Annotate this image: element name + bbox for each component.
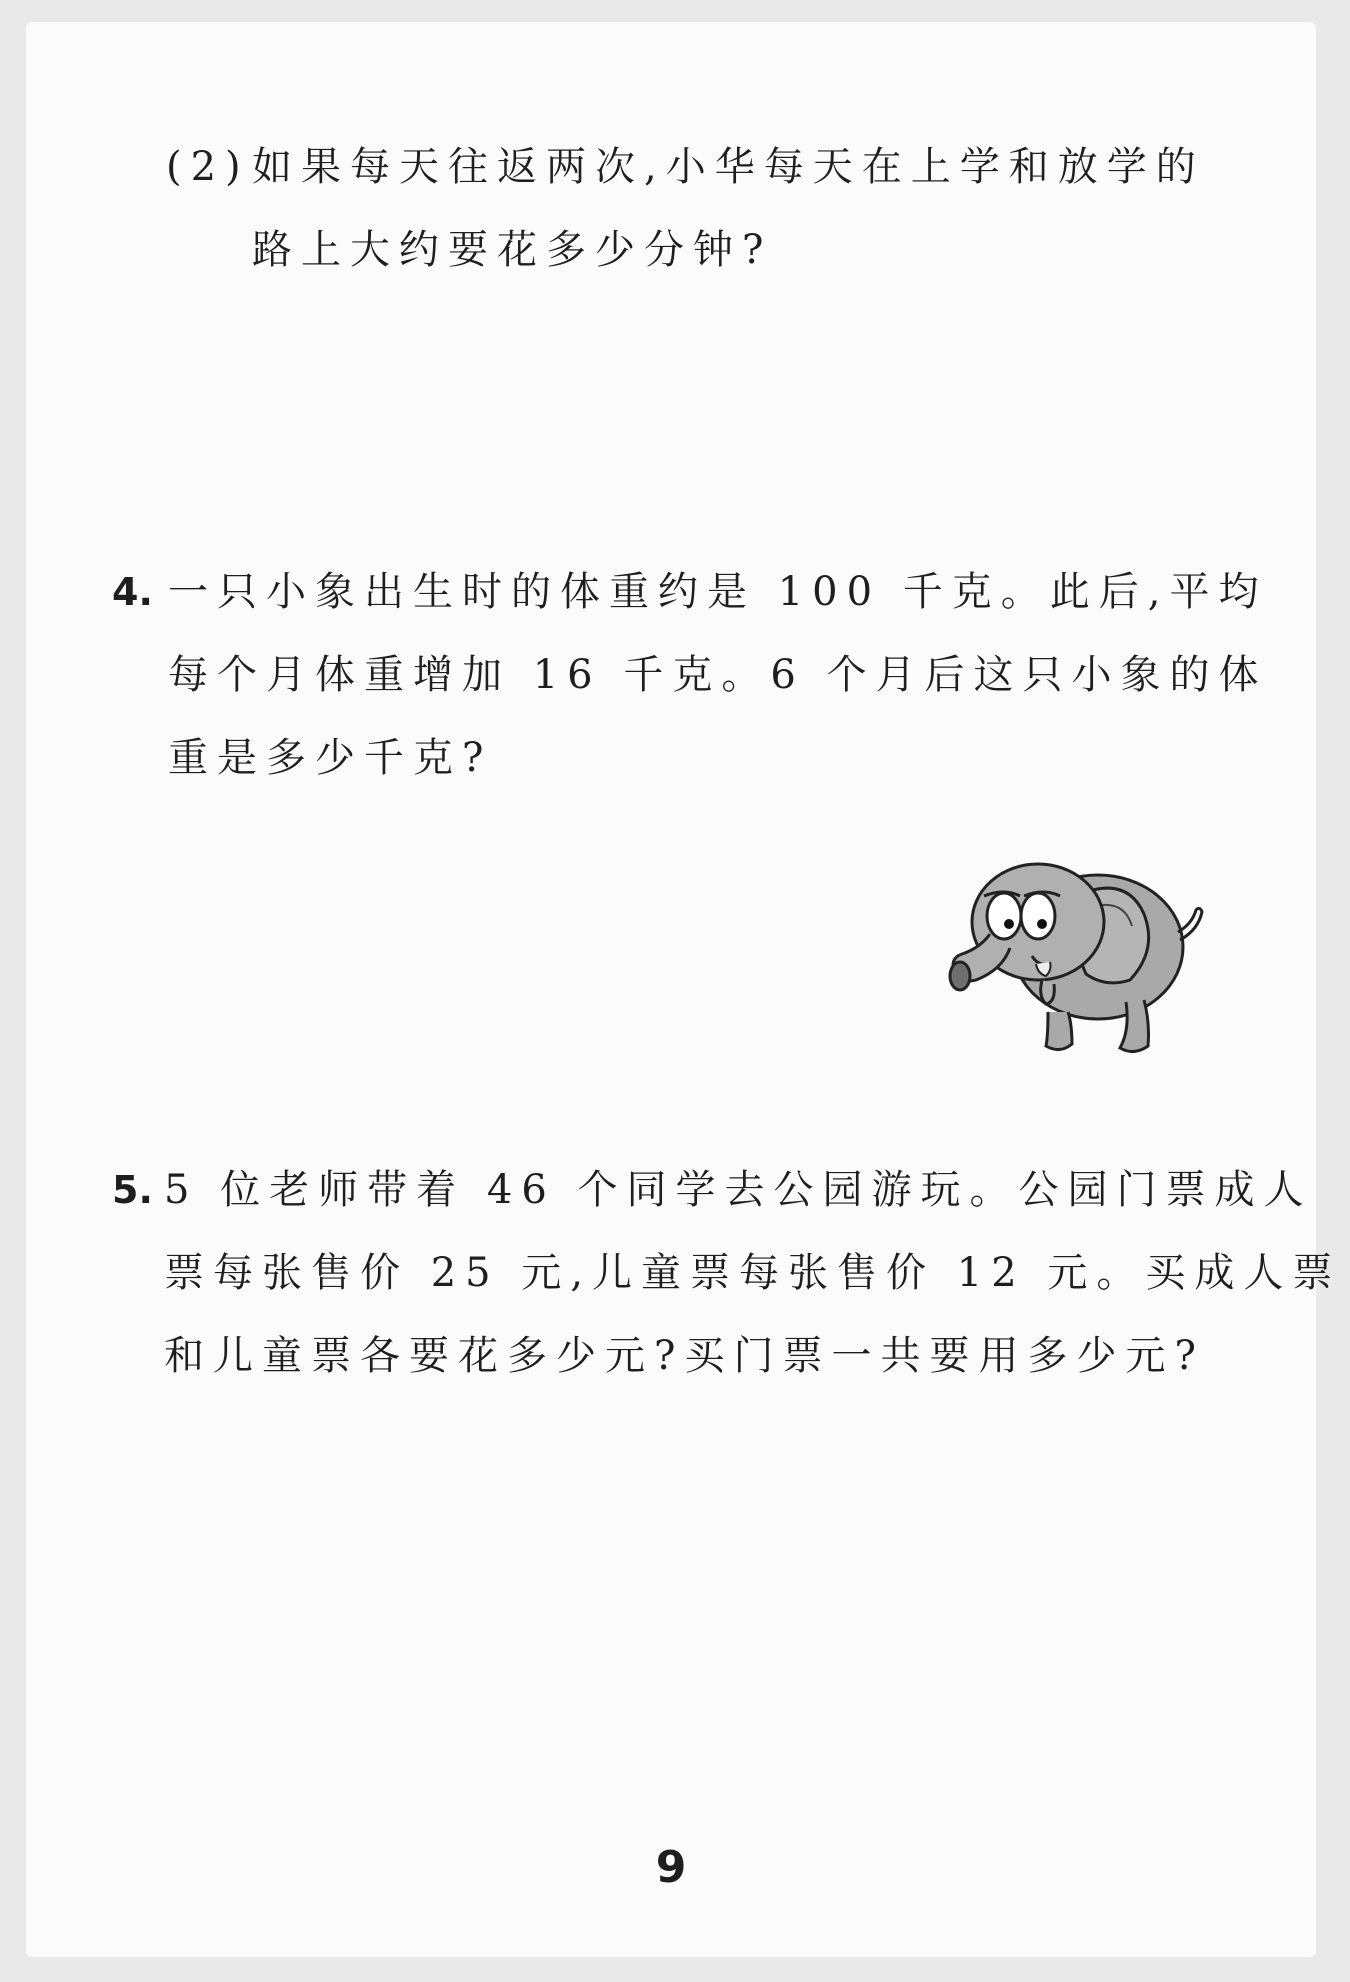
q3-part2-label: (2)	[166, 144, 250, 190]
q5-line2: 票每张售价 25 元,儿童票每张售价 12 元。买成人票	[164, 1250, 1342, 1296]
page-number: 9	[655, 1842, 687, 1893]
elephant-icon	[938, 852, 1208, 1072]
q4-line2: 每个月体重增加 16 千克。6 个月后这只小象的体	[168, 652, 1268, 698]
q5-line1: 5 位老师带着 46 个同学去公园游玩。公园门票成人	[164, 1167, 1313, 1213]
q4-line3: 重是多少千克?	[168, 735, 493, 781]
q4-line1: 一只小象出生时的体重约是 100 千克。此后,平均	[168, 569, 1268, 615]
q5-line3: 和儿童票各要花多少元?买门票一共要用多少元?	[164, 1333, 1205, 1379]
q4-number: 4.	[112, 570, 153, 614]
q5-number: 5.	[112, 1168, 153, 1212]
q3-part2-line1: 如果每天往返两次,小华每天在上学和放学的	[252, 144, 1205, 190]
worksheet-page	[26, 22, 1342, 1957]
q3-part2-line2: 路上大约要花多少分钟?	[252, 227, 773, 273]
